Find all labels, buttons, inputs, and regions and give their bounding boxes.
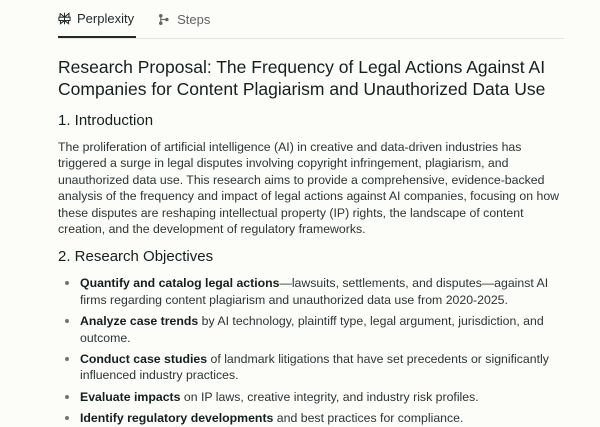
list-item-strong: Quantify and catalog legal actions [80, 276, 280, 291]
list-item [58, 313, 564, 346]
list-item-text: on IP laws, creative integrity, and industry risk profiles. [180, 389, 479, 404]
list-item-strong: Evaluate impacts [80, 389, 181, 404]
list-item-text: of landmark litigations that have set precedents or significantly influenced industry practices. [80, 352, 549, 383]
document-title: Research Proposal: The Frequency of Legal Actions Against AI Companies for Content Plagiarism and Unauthorized Data Use [58, 57, 546, 99]
list-item-strong: Analyze case trends [80, 314, 199, 329]
list-item [58, 351, 564, 384]
tab-steps-label: Steps [177, 11, 211, 27]
steps-icon [158, 13, 171, 26]
list-item [58, 389, 564, 405]
perplexity-logo-icon [58, 12, 71, 25]
tab-bar [58, 0, 564, 39]
list-item-text: by AI technology, plaintiff type, legal argument, jurisdiction, and outcome. [80, 314, 544, 345]
answer-content [58, 39, 564, 427]
introduction-paragraph: The proliferation of artificial intelligence (AI) in creative and data-driven industries has triggered a surge in legal disputes involving copyright infringement, plagiarism, and unauthorized data use. This research aims to provide a comprehensive, evidence-backed analysis of the frequency and impact of legal actions against AI companies, focusing on how these disputes are reshaping intellectual property (IP) rights, the landscape of content creation, and the development of regulatory frameworks. [58, 140, 560, 237]
section-heading-introduction: 1. Introduction [58, 112, 154, 129]
objectives-list [58, 275, 564, 426]
list-item-strong: Conduct case studies [80, 352, 208, 367]
list-item [58, 275, 564, 308]
tab-perplexity[interactable] [58, 0, 136, 38]
tab-perplexity-label: Perplexity [77, 10, 135, 26]
list-item [58, 410, 564, 426]
list-item-text: —lawsuits, settlements, and disputes—against AI firms regarding content plagiarism and unauthorized data use from 2020-2025. [80, 276, 549, 307]
list-item-strong: Identify regulatory developments [80, 411, 274, 426]
section-heading-objectives: 2. Research Objectives [58, 248, 214, 266]
tab-steps[interactable] [158, 0, 210, 38]
list-item-text: and best practices for compliance. [273, 411, 464, 426]
